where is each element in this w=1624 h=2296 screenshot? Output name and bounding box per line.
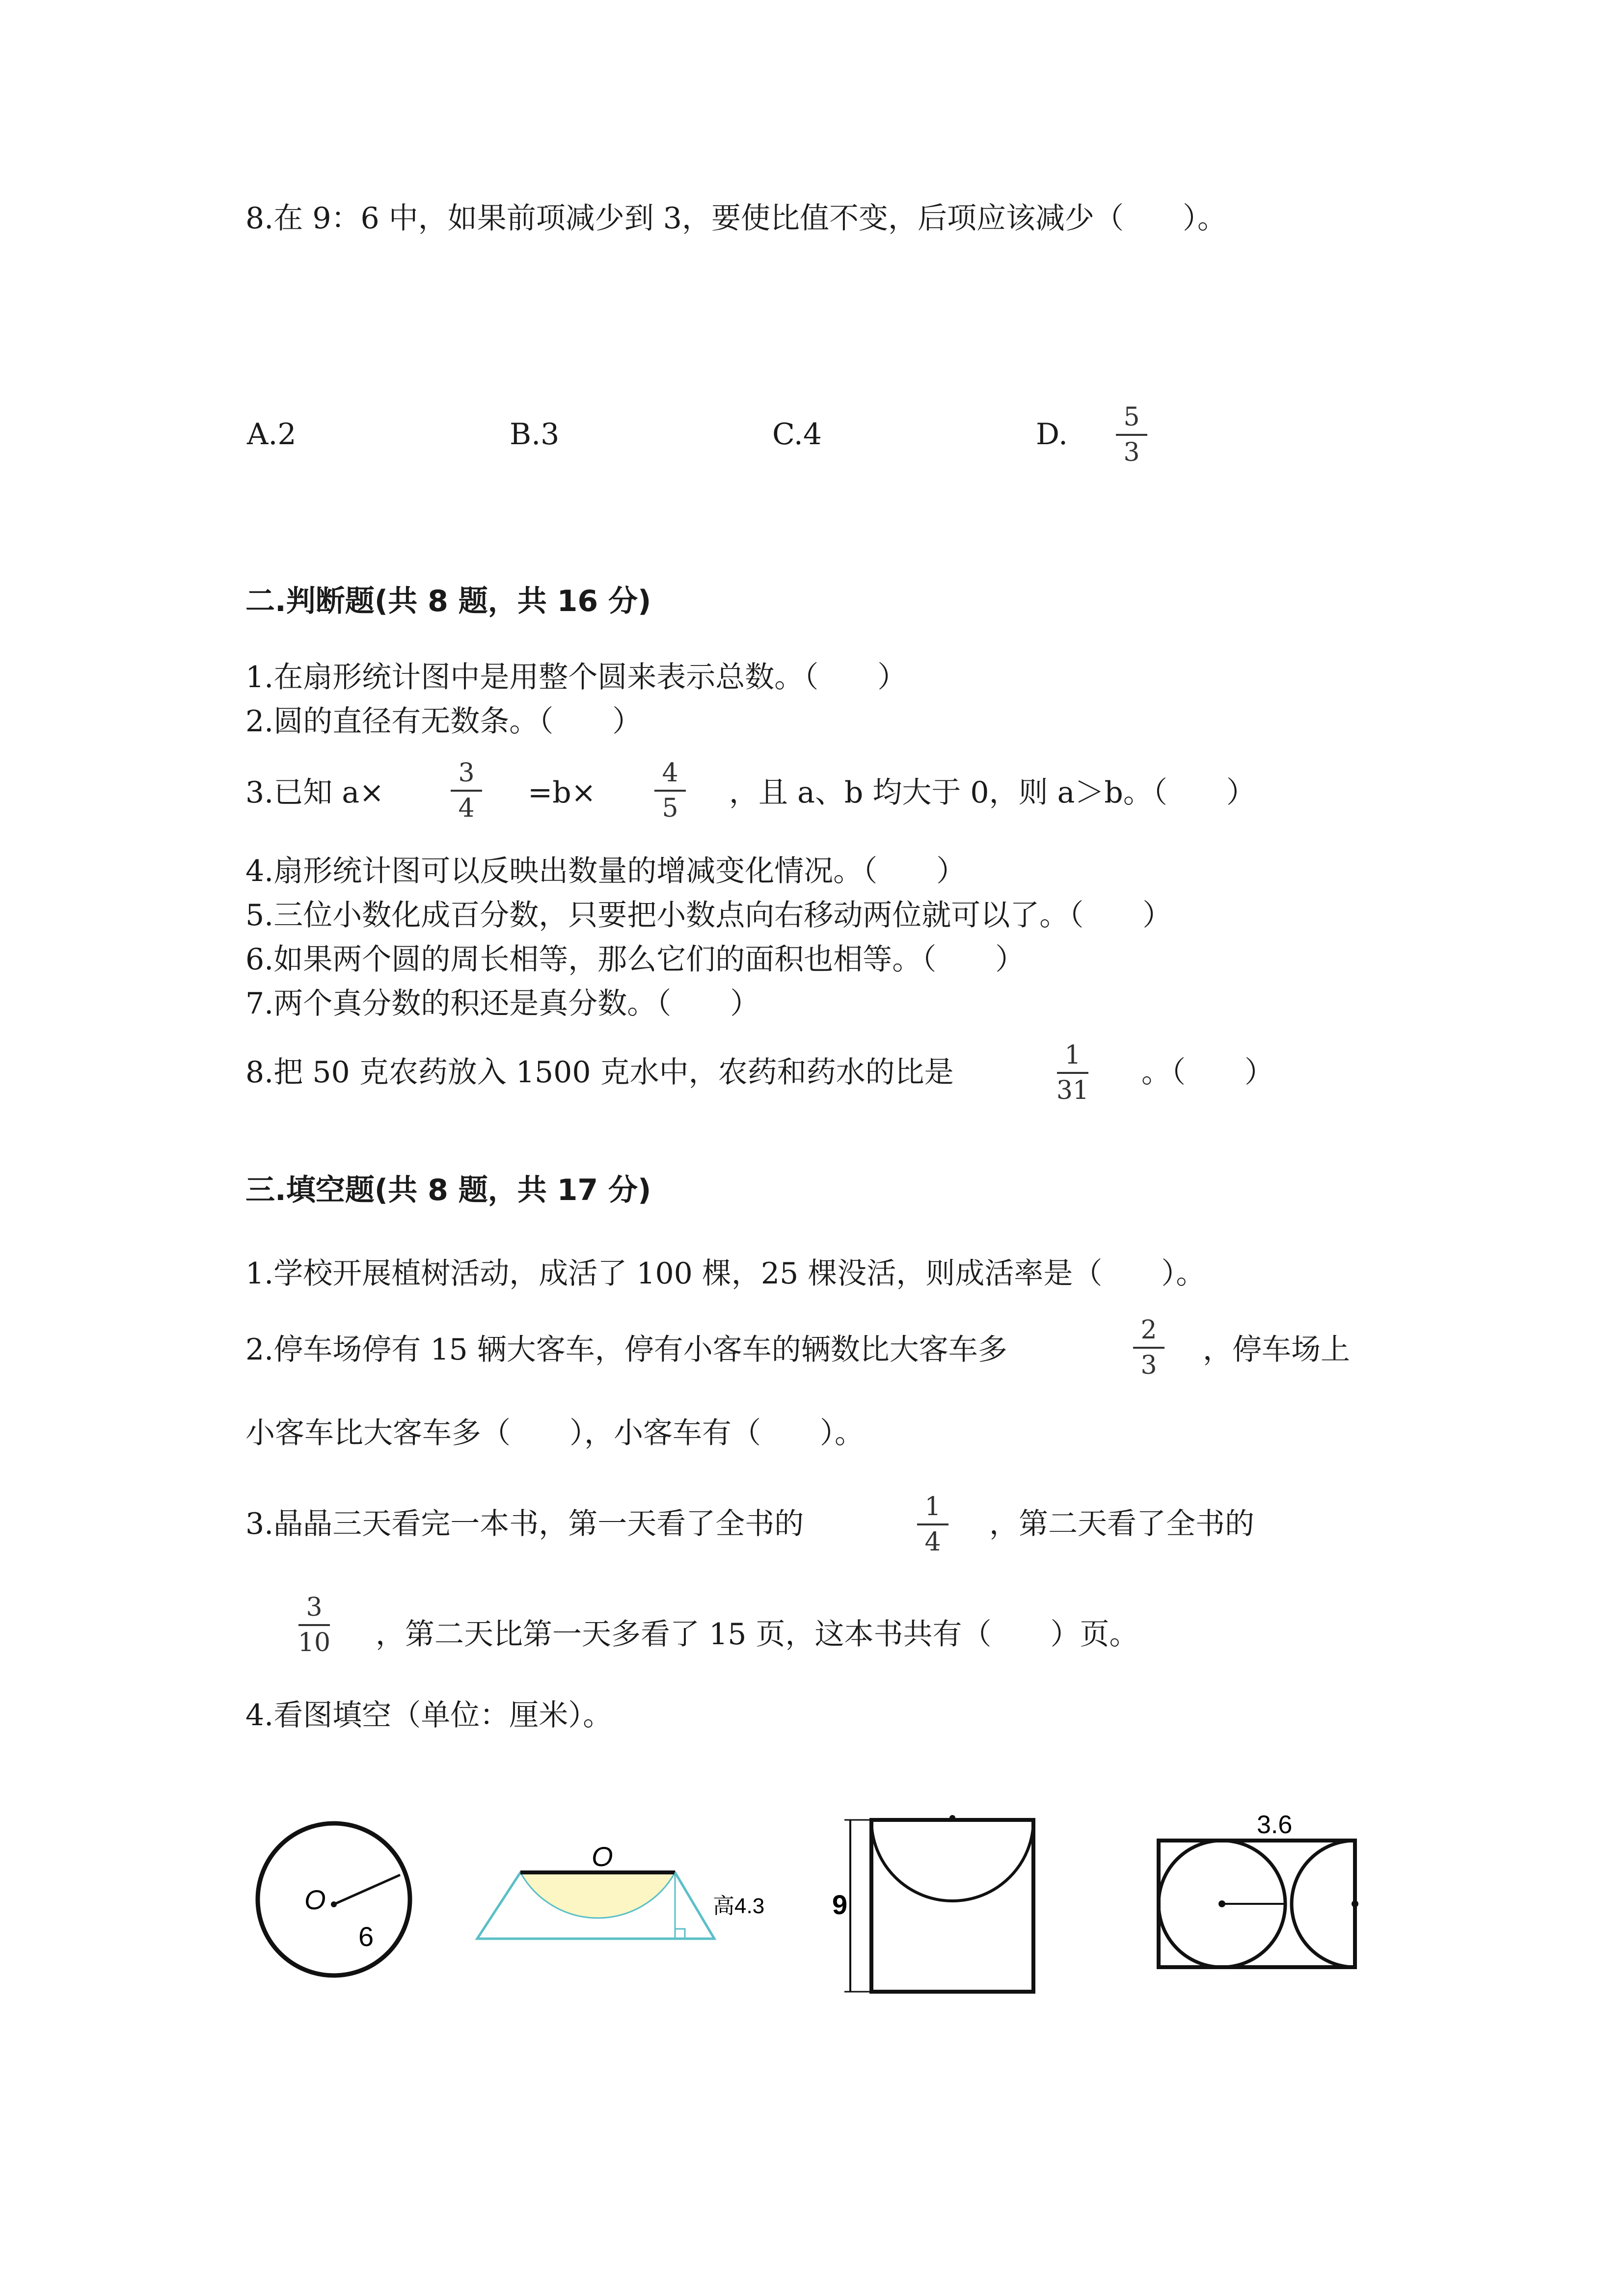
judge-q6: 6.如果两个圆的周长相等，那么它们的面积也相等。（ ） <box>245 942 1025 977</box>
judge-q4: 4.扇形统计图可以反映出数量的增减变化情况。（ ） <box>245 854 966 888</box>
square-semicircle <box>871 1820 1033 1901</box>
figure-square-semicircle <box>830 1811 1051 2002</box>
fill-q3-fraction-2: 3 10 <box>298 1593 331 1657</box>
judge-q3-part3: ，且 a、b 均大于 0，则 a＞b。（ ） <box>729 775 1256 810</box>
circle-outline <box>258 1823 410 1976</box>
trapezoid-height-label: 高4.3 <box>713 1894 765 1918</box>
square-side-label: 9 <box>832 1889 848 1920</box>
judge-q3-part2: =b× <box>528 775 596 810</box>
radius-line <box>334 1875 400 1904</box>
judge-q3-fraction-2: 4 5 <box>650 758 690 823</box>
judge-q8-fraction: 1 31 <box>1056 1041 1089 1105</box>
judge-q2: 2.圆的直径有无数条。（ ） <box>245 704 642 739</box>
circle-center-dot <box>1218 1900 1225 1907</box>
fill-q2-fraction: 2 3 <box>1129 1315 1168 1380</box>
rectangle-top-label: 3.6 <box>1257 1811 1293 1839</box>
semicircle <box>520 1872 675 1918</box>
fill-q2-line2: 小客车比大客车多（ ），小客车有（ ）。 <box>245 1416 864 1450</box>
fill-q2-part1: 2.停车场停有 15 辆大客车，停有小客车的辆数比大客车多 <box>245 1333 1007 1367</box>
square-outline <box>871 1820 1033 1992</box>
figure-trapezoid-semicircle <box>471 1836 785 1953</box>
fill-q3-part2: ，第二天看了全书的 <box>989 1507 1254 1541</box>
edge-dot <box>1352 1900 1358 1907</box>
trapezoid-center-label: O <box>592 1841 613 1872</box>
fill-q3-fraction-1: 1 4 <box>913 1492 952 1557</box>
option-a: A.2 <box>247 417 297 452</box>
judge-q8-part1: 8.把 50 克农药放入 1500 克水中，农药和药水的比是 <box>245 1055 954 1090</box>
fill-q3-part1: 3.晶晶三天看完一本书，第一天看了全书的 <box>245 1507 804 1541</box>
section-3-title: 三.填空题(共 8 题，共 17 分) <box>245 1173 651 1207</box>
half-circle <box>1292 1841 1355 1967</box>
judge-q3-part1: 3.已知 a× <box>245 775 384 810</box>
question-8-stem: 8.在 9：6 中，如果前项减少到 3，要使比值不变，后项应该减少（ ）。 <box>245 201 1227 236</box>
option-c: C.4 <box>772 417 822 452</box>
fill-q1: 1.学校开展植树活动，成活了 100 棵，25 棵没活，则成活率是（ ）。 <box>245 1256 1206 1291</box>
fill-q3-part3: ，第二天比第一天多看了 15 页，这本书共有（ ）页。 <box>376 1617 1139 1652</box>
judge-q1: 1.在扇形统计图中是用整个圆来表示总数。（ ） <box>245 660 907 694</box>
judge-q3-fraction-1: 3 4 <box>447 758 486 823</box>
fill-q4: 4.看图填空（单位：厘米）。 <box>245 1698 613 1733</box>
right-angle-mark <box>675 1929 685 1939</box>
figure-circle <box>245 1811 422 1988</box>
judge-q7: 7.两个真分数的积还是真分数。（ ） <box>245 987 760 1021</box>
judge-q8-part2: 。（ ） <box>1141 1055 1274 1090</box>
option-d: D. <box>1036 417 1068 452</box>
option-b: B.3 <box>510 417 560 452</box>
top-center-dot <box>949 1815 955 1821</box>
option-d-fraction: 5 3 <box>1112 402 1151 467</box>
fill-q2-part2: ，停车场上 <box>1203 1333 1350 1367</box>
figure-rectangle-circles <box>1149 1811 1375 1978</box>
judge-q5: 5.三位小数化成百分数，只要把小数点向右移动两位就可以了。（ ） <box>245 898 1172 933</box>
section-2-title: 二.判断题(共 8 题，共 16 分) <box>245 584 651 618</box>
circle-center-label: O <box>304 1884 326 1915</box>
circle-radius-label: 6 <box>358 1921 374 1952</box>
